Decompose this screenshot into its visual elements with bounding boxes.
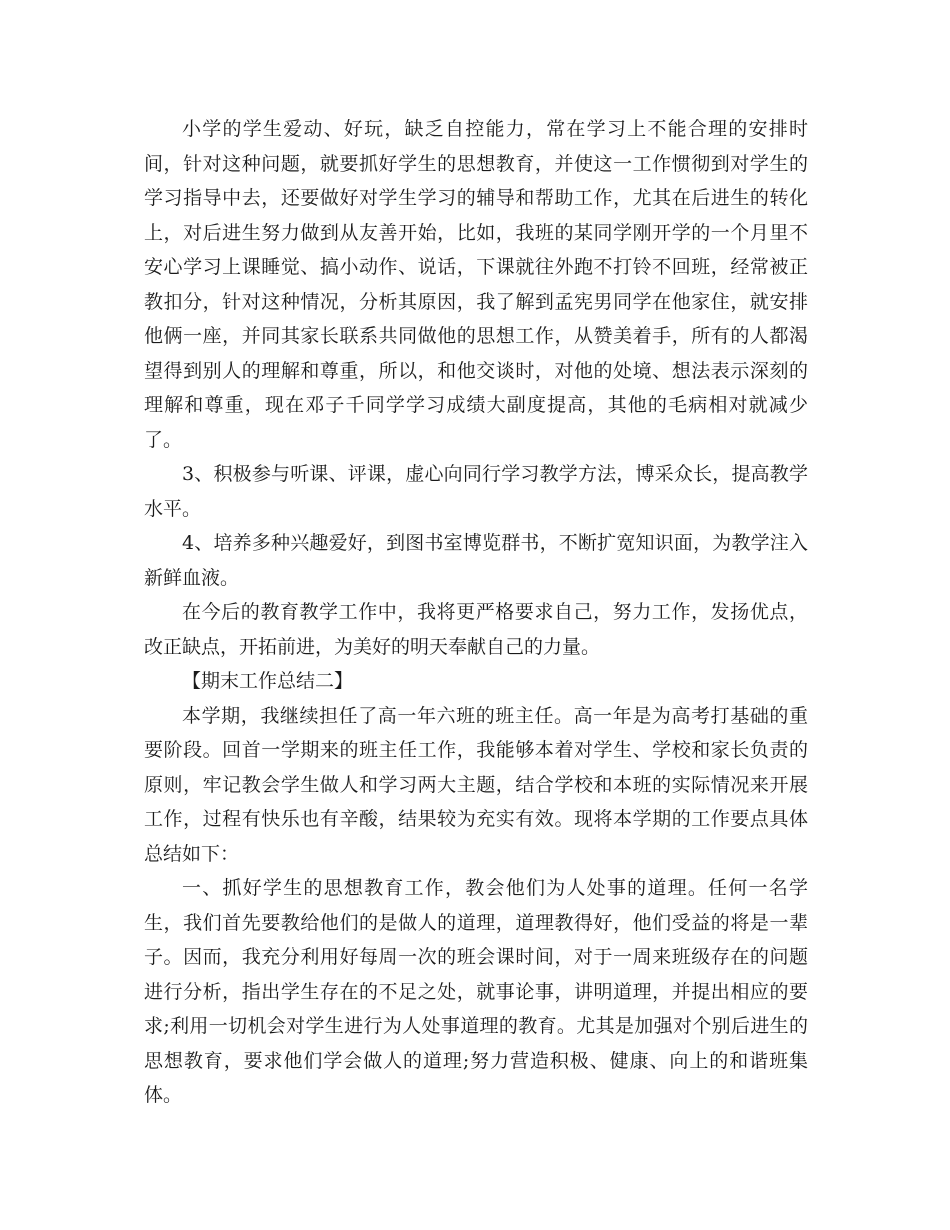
document-page bbox=[144, 112, 808, 1113]
section-heading: 【期末工作总结二】 bbox=[182, 670, 354, 692]
paragraph-item-4: 4、培养多种兴趣爱好，到图书室博览群书，不断扩宽知识面，为教学注入新鲜血液。 bbox=[144, 532, 808, 589]
paragraph-intro-summary: 本学期，我继续担任了高一年六班的班主任。高一年是为高考打基础的重要阶段。回首一学期来的班主任工作，我能够本着对学生、学校和家长负责的原则，牢记教会学生做人和学习两大主题，结合学校和本班的实际情况来开展工作，过程有快乐也有辛酸，结果较为充实有效。现将本学期的工作要点具体总结如下： bbox=[144, 704, 808, 865]
paragraph-student-guidance: 小学的学生爱动、好玩，缺乏自控能力，常在学习上不能合理的安排时间，针对这种问题，就要抓好学生的思想教育，并使这一工作惯彻到对学生的学习指导中去，还要做好对学生学习的辅导和帮助工作，尤其在后进生的转化上，对后进生努力做到从友善开始，比如，我班的某同学刚开学的一个月里不安心学习上课睡觉、搞小动作、说话，下课就往外跑不打铃不回班，经常被正教扣分，针对这种情况，分析其原因，我了解到孟宪男同学在他家住，就安排他俩一座，并同其家长联系共同做他的思想工作，从赞美着手，所有的人都渴望得到别人的理解和尊重，所以，和他交谈时，对他的处境、想法表示深刻的理解和尊重，现在邓子千同学学习成绩大副度提高，其他的毛病相对就减少了。 bbox=[144, 118, 808, 451]
paragraph-closing: 在今后的教育教学工作中，我将更严格要求自己，努力工作，发扬优点，改正缺点，开拓前进，为美好的明天奉献自己的力量。 bbox=[144, 601, 808, 658]
paragraph-moral-education: 一、抓好学生的思想教育工作，教会他们为人处事的道理。任何一名学生，我们首先要教给他们的是做人的道理，道理教得好，他们受益的将是一辈子。因而，我充分利用好每周一次的班会课时间，对于一周来班级存在的问题进行分析，指出学生存在的不足之处，就事论事，讲明道理，并提出相应的要求;利用一切机会对学生进行为人处事道理的教育。尤其是加强对个别后进生的思想教育，要求他们学会做人的道理;努力营造积极、健康、向上的和谐班集体。 bbox=[144, 877, 808, 1106]
paragraph-item-3: 3、积极参与听课、评课，虚心向同行学习教学方法，博采众长，提高教学水平。 bbox=[144, 463, 808, 520]
